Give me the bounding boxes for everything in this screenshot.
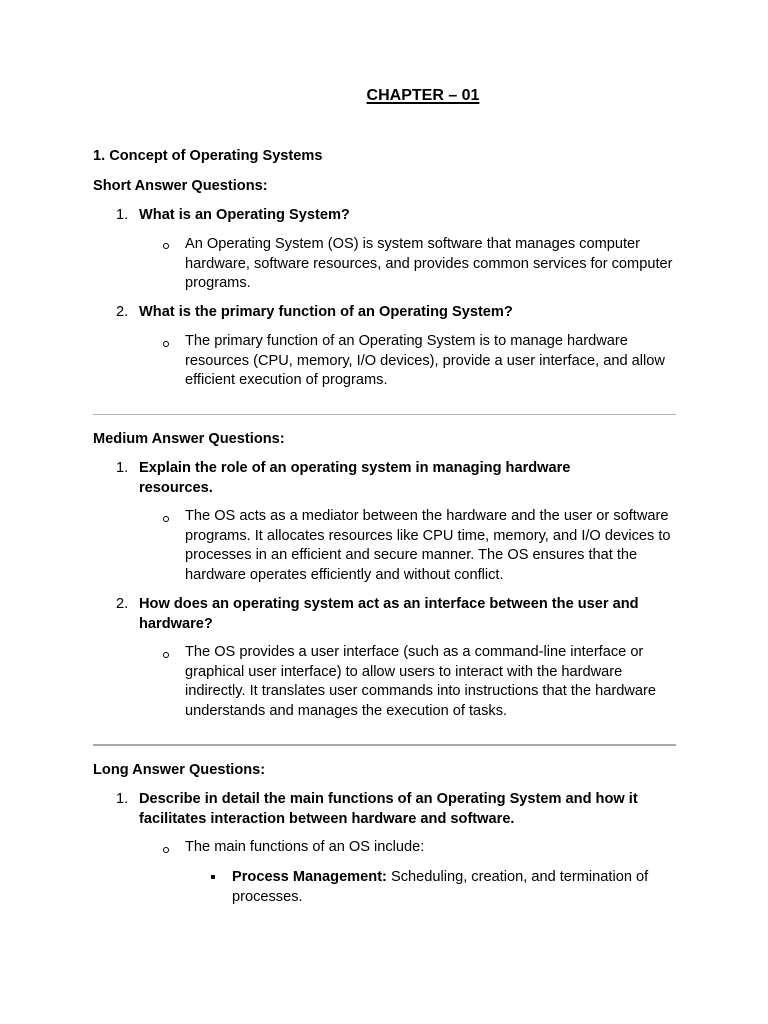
square-bullet-icon <box>211 875 215 879</box>
hollow-bullet-icon <box>163 847 169 853</box>
short-question-2: What is the primary function of an Operating System? <box>139 304 513 320</box>
sub-item-text: Scheduling, creation, and termination of processes. <box>232 869 649 905</box>
question-number: 1. <box>116 207 129 223</box>
medium-question-1: Explain the role of an operating system in managing hardware resources. <box>139 460 571 496</box>
sub-item-label: Process Management: <box>232 869 387 885</box>
medium-answer-heading: Medium Answer Questions: <box>93 431 285 447</box>
hollow-bullet-icon <box>163 243 169 249</box>
short-answer-heading: Short Answer Questions: <box>93 178 268 194</box>
medium-answer-1: The OS acts as a mediator between the hardware and the user or software programs. It allocates resources like CPU time, memory, and I/O devices to processes in an efficient and secure manner. The OS ensures that the hardware operates efficiently and without conflict. <box>185 508 671 583</box>
question-number: 1. <box>116 791 129 807</box>
section-divider <box>93 744 676 746</box>
long-answer-heading: Long Answer Questions: <box>93 762 266 778</box>
long-answer-1: The main functions of an OS include: <box>185 839 425 855</box>
hollow-bullet-icon <box>163 516 169 522</box>
question-number: 2. <box>116 596 129 612</box>
question-number: 1. <box>116 460 129 476</box>
section-title: 1. Concept of Operating Systems <box>93 148 323 164</box>
medium-question-2: How does an operating system act as an interface between the user and hardware? <box>139 596 639 632</box>
short-answer-1: An Operating System (OS) is system software that manages computer hardware, software resources, and provides common services for computer programs. <box>185 236 673 291</box>
short-question-1: What is an Operating System? <box>139 207 350 223</box>
chapter-title: CHAPTER – 01 <box>366 87 480 104</box>
long-answer-sub-item <box>232 867 682 907</box>
section-divider <box>93 414 676 415</box>
hollow-bullet-icon <box>163 652 169 658</box>
hollow-bullet-icon <box>163 341 169 347</box>
short-answer-2: The primary function of an Operating System is to manage hardware resources (CPU, memory, I/O devices), provide a user interface, and allow efficient execution of programs. <box>185 333 665 388</box>
medium-answer-2: The OS provides a user interface (such as a command-line interface or graphical user interface) to allow users to interact with the hardware indirectly. It translates user commands into instructions that the hardware understands and manages the execution of tasks. <box>185 644 656 719</box>
long-question-1: Describe in detail the main functions of an Operating System and how it facilitates interaction between hardware and software. <box>139 791 638 827</box>
question-number: 2. <box>116 304 129 320</box>
